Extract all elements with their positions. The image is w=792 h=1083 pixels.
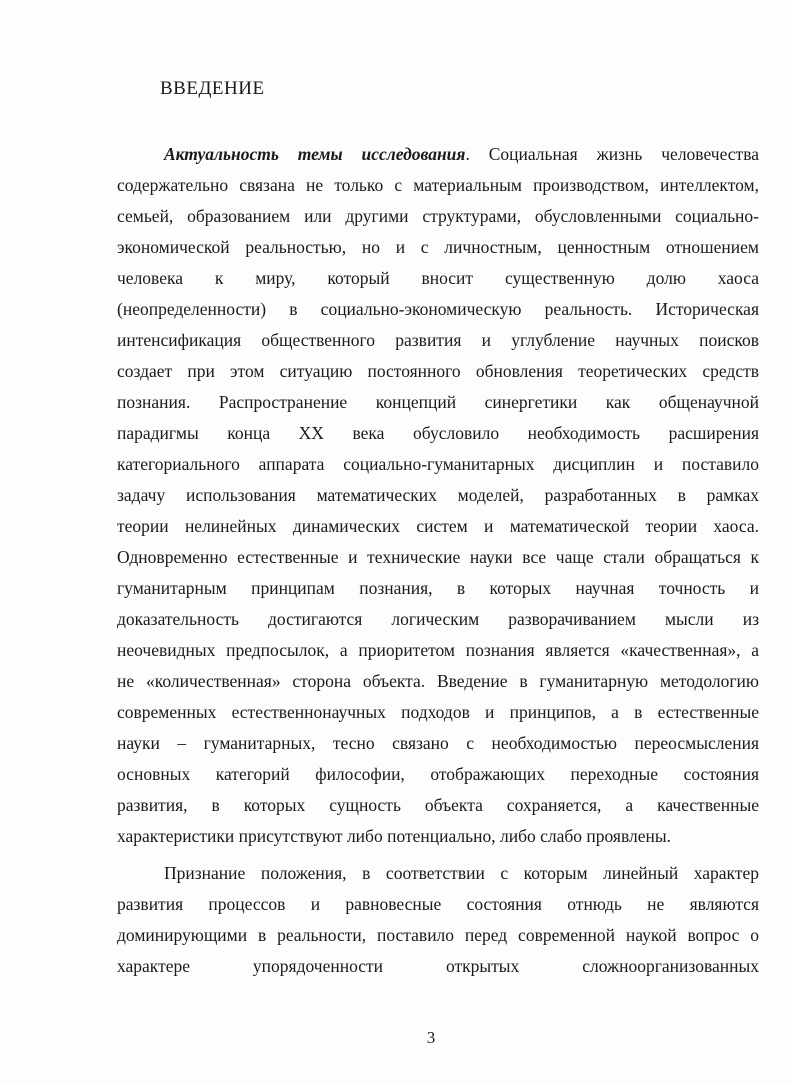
text-line: доминирующими в реальности, поставило перед современной наукой вопрос о — [117, 925, 759, 945]
text-line: современных естественнонаучных подходов и принципов, а в естественные — [117, 702, 759, 722]
text-line: человека к миру, который вносит существенную долю хаоса — [117, 268, 759, 288]
text-line: развития процессов и равновесные состояния отнюдь не являются — [117, 894, 759, 914]
text-line: семьей, образованием или другими структурами, обусловленными социально- — [117, 206, 759, 226]
paragraph-first-line — [117, 139, 759, 170]
paragraph-recognition — [117, 858, 759, 982]
page-number: 3 — [426, 1028, 436, 1047]
section-heading: ВВЕДЕНИЕ — [160, 78, 265, 99]
text-line: парадигмы конца XX века обусловило необходимость расширения — [117, 423, 759, 443]
text-line: науки – гуманитарных, тесно связано с необходимостью переосмысления — [117, 733, 759, 753]
paragraph-relevance — [117, 139, 759, 852]
text-line: теории нелинейных динамических систем и математической теории хаоса. — [117, 516, 759, 536]
text-line: познания. Распространение концепций синергетики как общенаучной — [117, 392, 759, 412]
text-line: Одновременно естественные и технические науки все чаще стали обращаться к — [117, 547, 759, 567]
text-line: не «количественная» сторона объекта. Введение в гуманитарную методологию — [117, 671, 759, 691]
text-line: содержательно связана не только с материальным производством, интеллектом, — [117, 175, 759, 195]
text-line: основных категорий философии, отображающих переходные состояния — [117, 764, 759, 784]
text-line: интенсификация общественного развития и углубление научных поисков — [117, 330, 759, 350]
text-line: Признание положения, в соответствии с которым линейный характер — [164, 863, 759, 883]
text-line: неочевидных предпосылок, а приоритетом познания является «качественная», а — [117, 640, 759, 660]
text-line: гуманитарным принципам познания, в которых научная точность и — [117, 578, 759, 598]
text-line: (неопределенности) в социально-экономическую реальность. Историческая — [117, 299, 759, 319]
relevance-lead-rest: . Социальная жизнь человечества — [465, 144, 759, 164]
relevance-lead: Актуальность темы исследования — [164, 144, 466, 164]
text-line: экономической реальностью, но и с личностным, ценностным отношением — [117, 237, 759, 257]
text-line: категориального аппарата социально-гуманитарных дисциплин и поставило — [117, 454, 759, 474]
text-line: развития, в которых сущность объекта сохраняется, а качественные — [117, 795, 759, 815]
text-line: характеристики присутствуют либо потенциально, либо слабо проявлены. — [117, 826, 672, 846]
text-line: характере упорядоченности открытых сложноорганизованных — [117, 956, 759, 976]
text-line: задачу использования математических моделей, разработанных в рамках — [117, 485, 759, 505]
text-line: доказательность достигаются логическим разворачиванием мысли из — [117, 609, 759, 629]
text-line: создает при этом ситуацию постоянного обновления теоретических средств — [117, 361, 759, 381]
